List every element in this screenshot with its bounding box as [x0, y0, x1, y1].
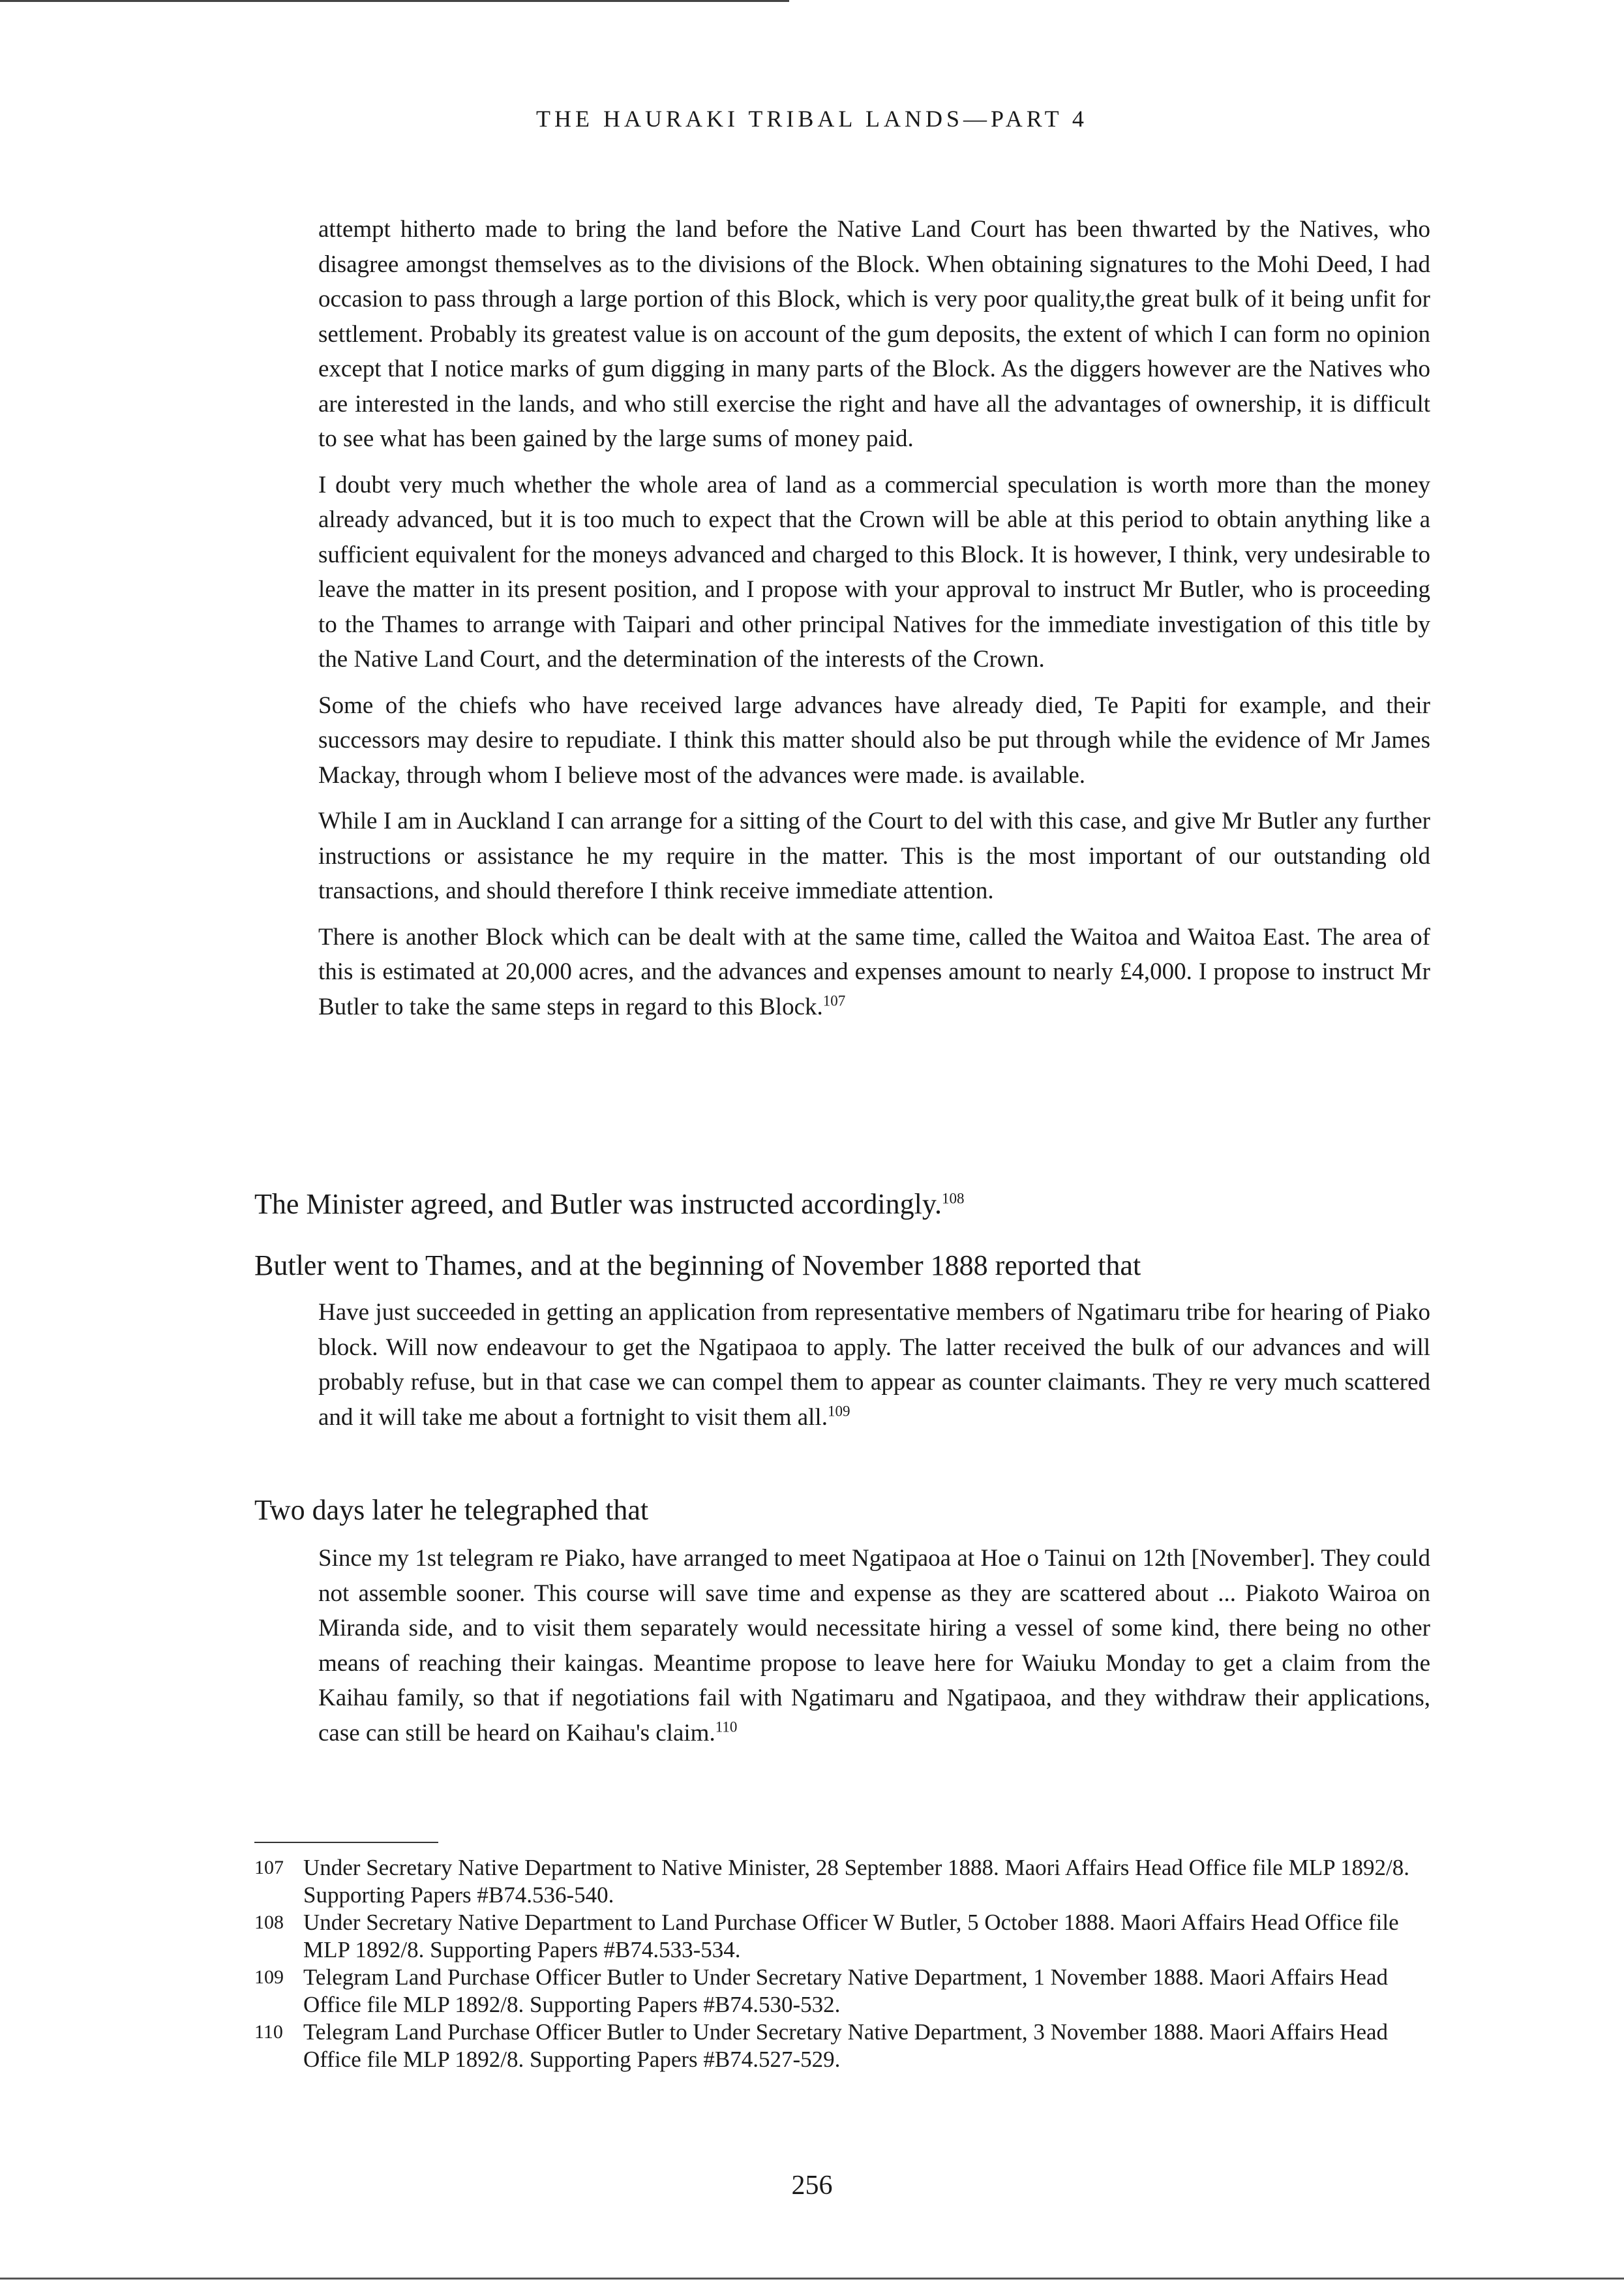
footnote-ref[interactable]: 108 [942, 1190, 965, 1207]
footnote-text: Telegram Land Purchase Officer Butler to Under Secretary Native Department, 1 November 1888. Maori Affairs Head Office file MLP 1892/8. Supporting Papers #B74.530-532. [303, 1964, 1389, 2017]
footnote-ref[interactable]: 110 [715, 1718, 738, 1735]
quote-paragraph: attempt hitherto made to bring the land before the Native Land Court has been thwarted by the Natives, who disagree amongst themselves as to the divisions of the Block. When obtaining signatures to the Mohi Deed, I had occasion to pass through a large portion of this Block, which is very poor quality,the great bulk of it being unfit for settlement. Probably its greatest value is on account of the gum deposits, the extent of which I can form no opinion except that I notice marks of gum digging in many parts of the Block. As the diggers however are the Natives who are interested in the lands, and who still exercise the right and have all the advantages of ownership, it is difficult to see what has been gained by the large sums of money paid. [318, 216, 1430, 452]
quote-paragraph-text: Have just succeeded in getting an application from representative members of Ngatimaru tribe for hearing of Piako block. Will now endeavour to get the Ngatipaoa to apply. The latter received the bulk of our advances and will probably refuse, but in that case we can compel them to appear as counter claimants. They re very much scattered and it will take me about a fortnight to visit them all. [318, 1299, 1430, 1431]
quote-paragraph [318, 1541, 1430, 1750]
footnote-number: 109 [254, 1966, 284, 1988]
footnote-text: Under Secretary Native Department to Native Minister, 28 September 1888. Maori Affairs Head Office file MLP 1892/8. Supporting Papers #B74.536-540. [303, 1855, 1409, 1908]
footnote [254, 1964, 1432, 2019]
quote-paragraph [318, 920, 1430, 1025]
narrative-line-1 [254, 1186, 1428, 1223]
footnote-number: 107 [254, 1857, 284, 1878]
quote-paragraph: While I am in Auckland I can arrange for a sitting of the Court to del with this case, and give Mr Butler any further instructions or assistance he my require in the matter. This is the most important of our outstanding old transactions, and should therefore I think receive immediate attention. [318, 808, 1430, 904]
footnote-ref[interactable]: 107 [822, 992, 846, 1009]
page-number: 256 [791, 2171, 833, 2201]
footnote-number: 108 [254, 1912, 284, 1933]
footnote [254, 2019, 1432, 2073]
footnote [254, 1854, 1432, 1909]
quote-paragraph [318, 1295, 1430, 1435]
quote-paragraph-text: There is another Block which can be dealt with at the same time, called the Waitoa and Waitoa East. The area of this is estimated at 20,000 acres, and the advances and expenses amount to nearly £4,000. I propose to instruct Mr Butler to take the same steps in regard to this Block. [318, 923, 1430, 1020]
narrative-text: Two days later he telegraphed that [254, 1494, 649, 1526]
bottom-scan-rule [0, 2278, 1624, 2280]
footnote-separator [254, 1842, 438, 1843]
narrative-line-2 [254, 1247, 1428, 1284]
top-scan-rule [0, 0, 789, 2]
quote-paragraph-text: Since my 1st telegram re Piako, have arranged to meet Ngatipaoa at Hoe o Tainui on 12th [November]. They could not assemble sooner. This course will save time and expense as they are scattered about ... Piakoto Wairoa on Miranda side, and to visit them separately would necessitate hiring a vessel of some kind, there being no other means of reaching their kaingas. Meantime propose to leave here for Waiuku Monday to get a claim from the Kaihau family, so that if negotiations fail with Ngatimaru and Ngatipaoa, and they withdraw their applications, case can still be heard on Kaihau's claim. [318, 1545, 1430, 1747]
narrative-line-3 [254, 1492, 1428, 1529]
quote-block-3 [318, 1541, 1430, 1762]
quote-block-1 [318, 212, 1430, 1035]
running-head: THE HAURAKI TRIBAL LANDS—PART 4 [536, 106, 1088, 132]
narrative-text: The Minister agreed, and Butler was instructed accordingly. [254, 1188, 942, 1220]
footnote-ref[interactable]: 109 [827, 1403, 850, 1420]
quote-paragraph: I doubt very much whether the whole area of land as a commercial speculation is worth more than the money already advanced, but it is too much to expect that the Crown will be able at this period to obtain anything like a sufficient equivalent for the moneys advanced and charged to this Block. It is however, I think, very undesirable to leave the matter in its present position, and I propose with your approval to instruct Mr Butler, who is proceeding to the Thames to arrange with Taipari and other principal Natives for the immediate investigation of this title by the Native Land Court, and the determination of the interests of the Crown. [318, 471, 1430, 673]
footnote-text: Telegram Land Purchase Officer Butler to Under Secretary Native Department, 3 November 1888. Maori Affairs Head Office file MLP 1892/8. Supporting Papers #B74.527-529. [303, 2019, 1389, 2072]
quote-block-2 [318, 1295, 1430, 1446]
footnotes [254, 1854, 1432, 2073]
narrative-text: Butler went to Thames, and at the beginning of November 1888 reported that [254, 1249, 1141, 1281]
footnote [254, 1909, 1432, 1964]
footnote-number: 110 [254, 2021, 283, 2043]
quote-paragraph: Some of the chiefs who have received large advances have already died, Te Papiti for example, and their successors may desire to repudiate. I think this matter should also be put through while the evidence of Mr James Mackay, through whom I believe most of the advances were made. is available. [318, 692, 1430, 789]
footnote-text: Under Secretary Native Department to Land Purchase Officer W Butler, 5 October 1888. Maori Affairs Head Office file MLP 1892/8. Supporting Papers #B74.533-534. [303, 1910, 1399, 1962]
